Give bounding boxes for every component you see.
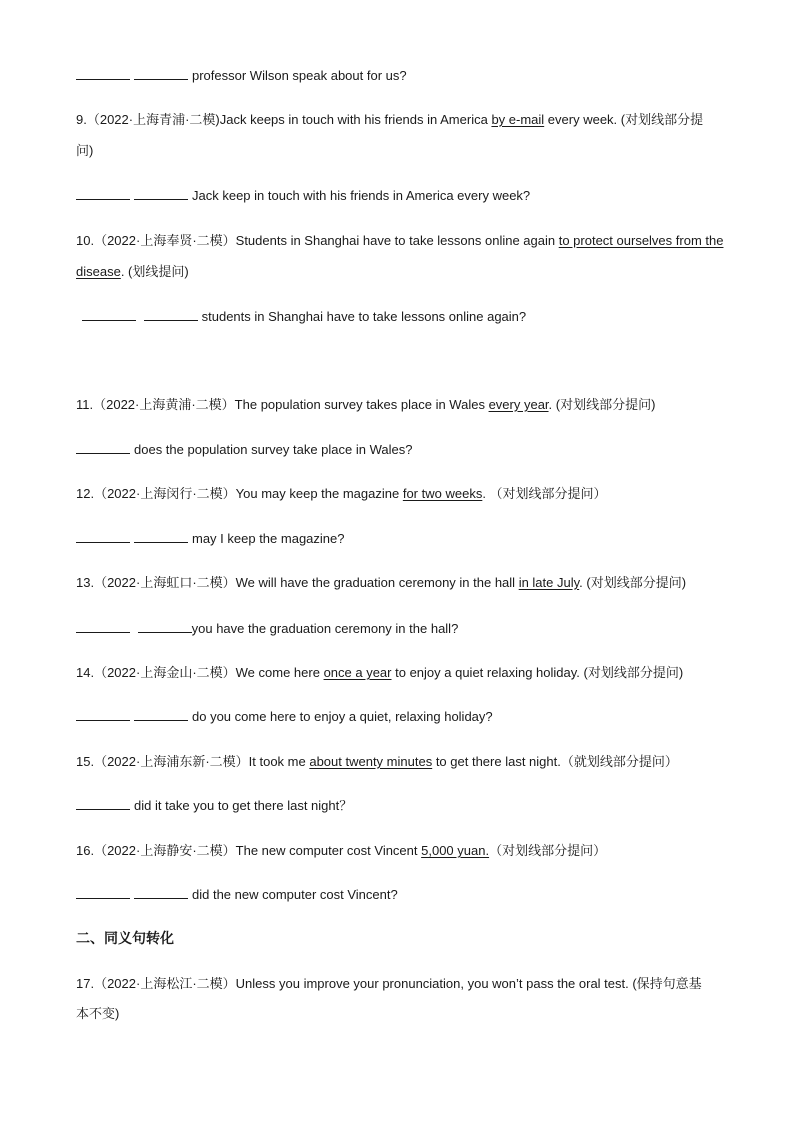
question-instruction: . (对划线部分提问) [579,575,687,590]
question-text: 15.（2022·上海浦东新·二模）It took me [76,754,310,769]
answer-line-q16 [76,886,721,904]
underlined-phrase: 5,000 yuan. [421,843,490,858]
answer-blank[interactable] [76,441,130,454]
question-10-cont [76,263,721,281]
answer-text: did it take you to get there last night？ [134,798,353,813]
question-text: 12.（2022·上海闵行·二模）You may keep the magazine [76,486,403,501]
question-instruction: to get there last night.（就划线部分提问） [432,754,678,769]
underlined-phrase: for two weeks [402,486,483,501]
question-text: 11.（2022·上海黄浦·二模）The population survey takes place in Wales [76,397,489,412]
answer-text: Jack keep in touch with his friends in America every week? [192,188,531,203]
underlined-phrase: once a year [323,665,392,680]
answer-line-q15 [76,797,721,815]
underlined-phrase: about twenty minutes [309,754,433,769]
question-text: 17.（2022·上海松江·二模）Unless you improve your pronunciation, you won’t pass the oral test. (保持句意基 [76,976,702,991]
question-instruction: . (划线提问) [120,264,189,279]
answer-blank[interactable] [138,620,192,633]
underlined-phrase: by e-mail [491,112,545,127]
underlined-phrase: in late July [518,575,580,590]
question-17 [76,975,721,993]
question-text: 13.（2022·上海虹口·二模）We will have the graduation ceremony in the hall [76,575,519,590]
question-text: 14.（2022·上海金山·二模）We come here [76,665,324,680]
question-text: 16.（2022·上海静安·二模）The new computer cost Vincent [76,843,422,858]
answer-blank[interactable] [134,67,188,80]
answer-text: may I keep the magazine? [192,531,345,546]
question-instruction: every week. (对划线部分提 [544,112,704,127]
answer-blank[interactable] [76,708,130,721]
answer-blank[interactable] [134,187,188,200]
question-12 [76,485,721,503]
answer-blank[interactable] [82,308,136,321]
answer-line-q11 [76,441,721,459]
answer-line-q14 [76,708,721,726]
answer-blank[interactable] [76,797,130,810]
answer-blank[interactable] [134,708,188,721]
answer-text: do you come here to enjoy a quiet, relaxing holiday? [192,709,493,724]
answer-line-q9 [76,187,721,205]
question-9 [76,111,721,129]
answer-text: students in Shanghai have to take lessons online again? [201,309,527,324]
question-17-cont [76,1005,721,1023]
question-instruction: . (对划线部分提问) [548,397,656,412]
question-16 [76,842,721,860]
question-text: 9.（2022·上海青浦·二模)Jack keeps in touch with his friends in America [76,112,492,127]
underlined-phrase: to protect ourselves from the [558,233,724,248]
answer-line-q10 [76,308,727,326]
question-13 [76,574,721,592]
question-9-cont [76,142,721,160]
answer-blank[interactable] [134,886,188,899]
answer-line-q12 [76,530,721,548]
question-15 [76,753,721,771]
question-10 [76,232,724,250]
answer-blank[interactable] [76,530,130,543]
answer-text: did the new computer cost Vincent? [192,887,398,902]
underlined-phrase: disease [76,264,121,279]
answer-blank[interactable] [134,530,188,543]
answer-line-q13 [76,620,721,638]
underlined-phrase: every year [488,397,549,412]
question-instruction: 问) [76,143,94,158]
answer-blank[interactable] [76,187,130,200]
answer-text: you have the graduation ceremony in the hall? [191,621,459,636]
question-text: 10.（2022·上海奉贤·二模）Students in Shanghai have to take lessons online again [76,233,559,248]
answer-line-q8 [76,67,721,85]
question-14 [76,664,721,682]
answer-blank[interactable] [76,67,130,80]
question-instruction: . （对划线部分提问） [482,486,607,501]
answer-text: professor Wilson speak about for us? [192,68,407,83]
answer-blank[interactable] [76,886,130,899]
question-instruction: to enjoy a quiet relaxing holiday. (对划线部分提问) [391,665,684,680]
answer-blank[interactable] [144,308,198,321]
answer-blank[interactable] [76,620,130,633]
answer-text: does the population survey take place in Wales? [134,442,413,457]
question-11 [76,396,721,414]
section-heading: 二、同义句转化 [76,931,174,947]
question-instruction: （对划线部分提问） [489,843,607,858]
question-instruction: 本不变) [76,1006,120,1021]
